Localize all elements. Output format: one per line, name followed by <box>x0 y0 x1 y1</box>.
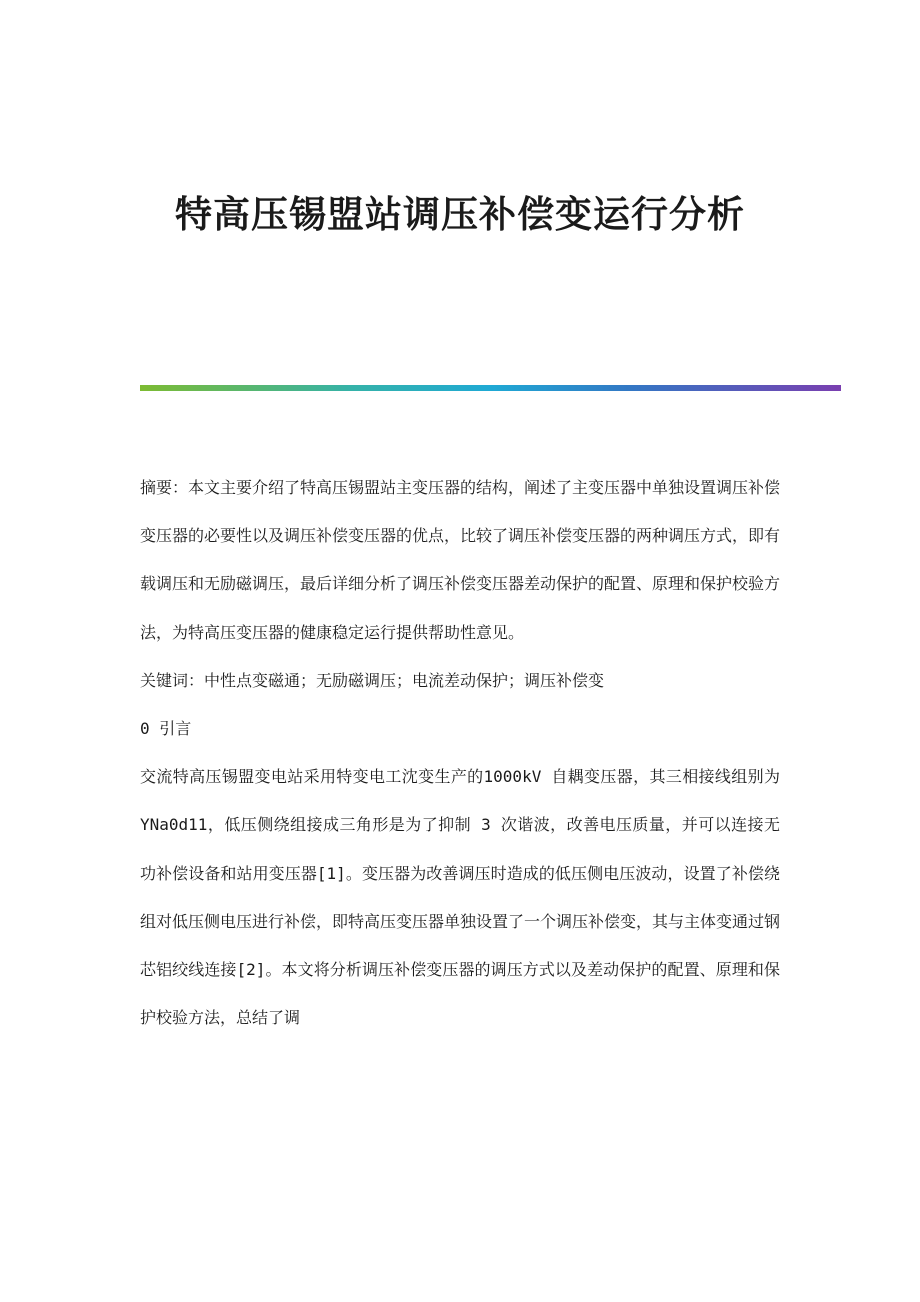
page-title: 特高压锡盟站调压补偿变运行分析 <box>175 192 745 236</box>
intro-paragraph: 交流特高压锡盟变电站采用特变电工沈变生产的1000kV 自耦变压器，其三相接线组别为 YNa0d11，低压侧绕组接成三角形是为了抑制 3 次谐波，改善电压质量，并可以连接无功补偿设备和站用变压器[1]。变压器为改善调压时造成的低压侧电压波动，设置了补偿绕组对低压侧电压进行补偿，即特高压变压器单独设置了一个调压补偿变，其与主体变通过钢芯铝绞线连接[2]。本文将分析调压补偿变压器的调压方式以及差动保护的配置、原理和保护校验方法，总结了调 <box>140 767 781 1028</box>
abstract-paragraph: 摘要：本文主要介绍了特高压锡盟站主变压器的结构，阐述了主变压器中单独设置调压补偿变压器的必要性以及调压补偿变压器的优点，比较了调压补偿变压器的两种调压方式，即有载调压和无励磁调压，最后详细分析了调压补偿变压器差动保护的配置、原理和保护校验方法，为特高压变压器的健康稳定运行提供帮助性意见。 <box>140 478 781 642</box>
section-heading: 0 引言 <box>140 719 192 739</box>
document-body <box>140 464 780 1042</box>
title-divider <box>140 385 841 391</box>
keywords-paragraph: 关键词：中性点变磁通；无励磁调压；电流差动保护；调压补偿变 <box>140 670 605 690</box>
